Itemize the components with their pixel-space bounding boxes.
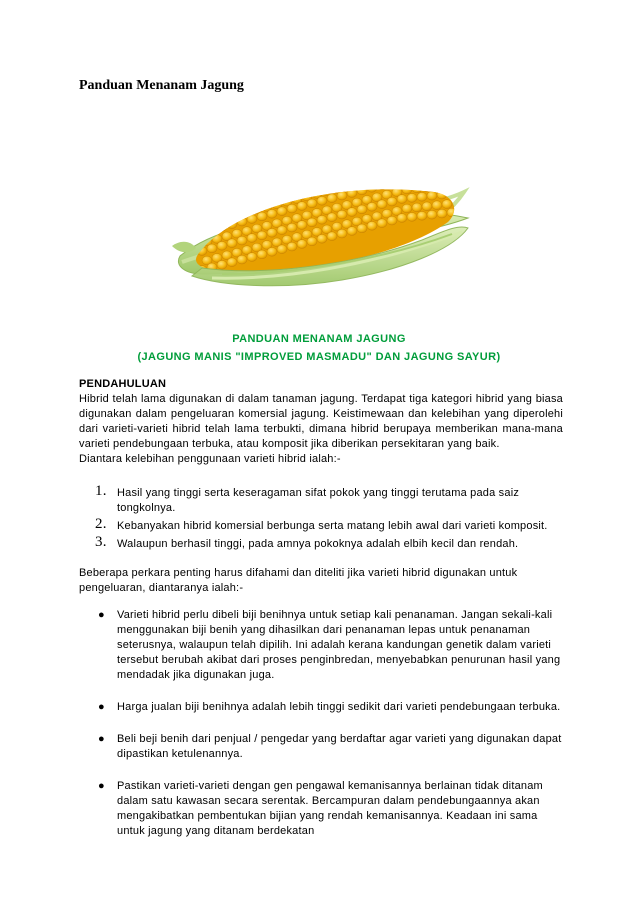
corn-kernel bbox=[327, 175, 337, 184]
corn-kernel bbox=[247, 215, 257, 224]
corn-kernel bbox=[402, 185, 412, 194]
corn-kernel bbox=[197, 190, 207, 199]
corn-kernel bbox=[237, 236, 247, 245]
advantages-list bbox=[95, 483, 565, 555]
page-title: Panduan Menanam Jagung bbox=[79, 78, 244, 93]
corn-kernel bbox=[287, 185, 297, 194]
corn-kernel bbox=[412, 170, 422, 174]
corn-kernel bbox=[327, 213, 337, 222]
corn-kernel bbox=[257, 212, 267, 221]
corn-kernel bbox=[432, 201, 442, 210]
corn-kernel bbox=[357, 170, 367, 176]
list-item bbox=[95, 516, 565, 534]
corn-kernel bbox=[197, 228, 207, 237]
corn-kernel bbox=[377, 181, 387, 190]
corn-kernel bbox=[277, 170, 287, 178]
corn-kernel bbox=[437, 190, 447, 199]
corn-kernel bbox=[377, 200, 387, 209]
list-item bbox=[95, 534, 565, 552]
document-subheading: (JAGUNG MANIS "IMPROVED MASMADU" DAN JAGUNG SAYUR) bbox=[137, 351, 501, 363]
corn-kernel bbox=[437, 209, 447, 218]
corn-kernel bbox=[347, 170, 357, 178]
corn-kernel bbox=[447, 170, 457, 179]
corn-kernel bbox=[232, 210, 242, 219]
corn-kernel bbox=[417, 192, 427, 201]
corn-kernel bbox=[417, 211, 427, 220]
corn-kernel bbox=[317, 215, 327, 224]
corn-kernel bbox=[352, 179, 362, 188]
corn-kernel bbox=[287, 223, 297, 232]
corn-kernel bbox=[347, 189, 357, 198]
corn-kernel bbox=[327, 232, 337, 241]
corn-kernel bbox=[202, 218, 212, 227]
corn-kernel bbox=[312, 171, 322, 180]
corn-kernel bbox=[317, 177, 327, 186]
corn-kernel bbox=[427, 191, 437, 200]
intro-paragraph: Hibrid telah lama digunakan di dalam tanaman jagung. Terdapat tiga kategori hibrid yang biasa digunakan dalam pengeluaran komersial jagung. Keistimewaan dan kelebihan yang diperolehi dari varieti-varieti hibrid telah lama terbukti, dimana hibrid berupaya memberikan mana-mana varieti pendebungaan terbuka, atau komposit jika diberikan persekitaran yang baik. bbox=[79, 393, 563, 450]
corn-kernel bbox=[387, 178, 397, 187]
corn-kernel bbox=[217, 241, 227, 250]
corn-kernel bbox=[402, 170, 412, 175]
corn-kernel bbox=[377, 170, 387, 171]
corn-kernel bbox=[347, 208, 357, 217]
corn-kernel bbox=[232, 191, 242, 200]
corn-kernel bbox=[242, 208, 252, 217]
corn-kernel bbox=[442, 200, 452, 209]
corn-kernel bbox=[412, 203, 422, 212]
corn-kernel bbox=[442, 181, 452, 190]
corn-kernel bbox=[422, 183, 432, 192]
considerations-list bbox=[95, 608, 565, 856]
corn-kernel bbox=[262, 184, 272, 193]
corn-kernel bbox=[387, 197, 397, 206]
corn-kernel bbox=[407, 213, 417, 222]
corn-kernel bbox=[242, 189, 252, 198]
corn-kernel bbox=[247, 253, 257, 262]
corn-kernel bbox=[292, 176, 302, 185]
corn-kernel bbox=[227, 201, 237, 210]
corn-kernel bbox=[237, 179, 247, 188]
corn-kernel bbox=[222, 194, 232, 203]
corn-kernel bbox=[247, 196, 257, 205]
corn-kernel bbox=[422, 202, 432, 211]
corn-kernel bbox=[322, 170, 332, 177]
corn-kernel bbox=[337, 172, 347, 181]
corn-kernel bbox=[397, 195, 407, 204]
corn-cob-image bbox=[172, 170, 470, 298]
corn-kernel bbox=[227, 182, 237, 191]
corn-kernel bbox=[202, 199, 212, 208]
corn-kernel bbox=[267, 171, 277, 180]
corn-kernel bbox=[267, 228, 277, 237]
corn-kernel bbox=[247, 234, 257, 243]
corn-kernel bbox=[267, 247, 277, 256]
corn-kernel bbox=[217, 203, 227, 212]
corn-kernel bbox=[367, 221, 377, 230]
corn-kernel bbox=[277, 207, 287, 216]
corn-kernel bbox=[357, 186, 367, 195]
corn-kernel bbox=[337, 210, 347, 219]
corn-kernel bbox=[342, 182, 352, 191]
corn-kernel bbox=[422, 170, 432, 173]
corn-kernel bbox=[257, 193, 267, 202]
corn-kernel bbox=[427, 210, 437, 219]
corn-kernel bbox=[222, 213, 232, 222]
corn-kernel bbox=[252, 186, 262, 195]
corn-kernel bbox=[297, 221, 307, 230]
list-item-text: Hasil yang tinggi serta keseragaman sifat pokok yang tinggi terutama pada saiz tongkolnya. bbox=[117, 487, 520, 514]
list-item bbox=[95, 700, 565, 715]
bullet-icon: ● bbox=[98, 733, 105, 745]
corn-kernel bbox=[452, 180, 462, 189]
corn-kernel bbox=[307, 218, 317, 227]
corn-kernel bbox=[297, 183, 307, 192]
corn-kernel bbox=[397, 214, 407, 223]
list-number: 2. bbox=[95, 516, 107, 532]
corn-kernel bbox=[392, 170, 402, 178]
corn-kernel bbox=[307, 180, 317, 189]
corn-kernel bbox=[377, 219, 387, 228]
corn-kernel bbox=[432, 170, 442, 172]
list-item bbox=[95, 732, 565, 762]
considerations-lead: Beberapa perkara penting harus difahami dan diteliti jika varieti hibrid digunakan untuk pengeluaran, diantaranya ialah:- bbox=[79, 567, 518, 594]
list-number: 3. bbox=[95, 534, 107, 550]
list-item bbox=[95, 779, 565, 839]
intro-section bbox=[79, 392, 563, 467]
corn-kernel bbox=[207, 225, 217, 234]
bullet-icon: ● bbox=[98, 701, 105, 713]
corn-kernel bbox=[402, 204, 412, 213]
corn-kernel bbox=[282, 178, 292, 187]
corn-kernel bbox=[367, 202, 377, 211]
corn-kernel bbox=[277, 188, 287, 197]
corn-kernel bbox=[237, 198, 247, 207]
corn-kernel bbox=[197, 209, 207, 218]
corn-kernel bbox=[287, 204, 297, 213]
corn-kernel bbox=[237, 217, 247, 226]
intro-lead: Diantara kelebihan penggunaan varieti hibrid ialah:- bbox=[79, 453, 341, 465]
corn-kernel bbox=[427, 172, 437, 181]
corn-kernel bbox=[247, 177, 257, 186]
corn-kernel bbox=[297, 202, 307, 211]
corn-kernel bbox=[437, 171, 447, 180]
list-item bbox=[95, 608, 565, 683]
corn-kernel bbox=[237, 255, 247, 264]
list-item-text: Kebanyakan hibrid komersial berbunga serta matang lebih awal dari varieti komposit. bbox=[117, 520, 548, 532]
corn-kernel bbox=[337, 191, 347, 200]
corn-kernel bbox=[257, 231, 267, 240]
corn-kernel bbox=[217, 222, 227, 231]
corn-kernel bbox=[362, 177, 372, 186]
corn-kernel bbox=[267, 190, 277, 199]
corn-kernel bbox=[357, 224, 367, 233]
list-item-text: Pastikan varieti-varieti dengan gen pengawal kemanisannya berlainan tidak ditanam dalam satu kawasan secara serentak. Bercampuran dalam pendebungaannya akan mengakibatkan pembentukan bijian yang rendah kemanisannya. Keadaan ini sama untuk jagung yang ditanam berdekatan bbox=[117, 780, 543, 837]
corn-kernel bbox=[257, 174, 267, 183]
corn-kernel bbox=[332, 170, 342, 174]
corn-kernel bbox=[287, 242, 297, 251]
corn-kernel bbox=[432, 182, 442, 191]
corn-kernel bbox=[207, 187, 217, 196]
corn-kernel bbox=[327, 194, 337, 203]
corn-kernel bbox=[302, 173, 312, 182]
corn-kernel bbox=[442, 170, 452, 171]
corn-kernel bbox=[317, 234, 327, 243]
corn-kernel bbox=[227, 239, 237, 248]
corn-kernel bbox=[367, 170, 377, 173]
corn-kernel bbox=[257, 250, 267, 259]
list-item-text: Walaupun berhasil tinggi, pada amnya pokoknya adalah elbih kecil dan rendah. bbox=[117, 538, 519, 550]
corn-kernel bbox=[297, 170, 307, 172]
corn-kernel bbox=[207, 244, 217, 253]
corn-kernel bbox=[342, 170, 352, 172]
section-heading: PENDAHULUAN bbox=[79, 378, 167, 390]
corn-kernel bbox=[227, 220, 237, 229]
list-item bbox=[95, 483, 565, 516]
corn-kernel bbox=[412, 184, 422, 193]
corn-kernel bbox=[212, 216, 222, 225]
list-item-text: Beli beji benih dari penjual / pengedar yang berdaftar agar varieti yang digunakan dapat dipastikan ketulenannya. bbox=[117, 733, 562, 760]
corn-kernel bbox=[217, 184, 227, 193]
corn-kernel bbox=[272, 181, 282, 190]
list-item-text: Harga jualan biji benihnya adalah lebih tinggi sedikit dari varieti pendebungaan terbuka. bbox=[117, 701, 561, 713]
corn-kernel bbox=[267, 209, 277, 218]
corn-kernel bbox=[332, 184, 342, 193]
corn-kernel bbox=[277, 226, 287, 235]
corn-kernel bbox=[357, 205, 367, 214]
corn-kernel bbox=[307, 237, 317, 246]
corn-kernel bbox=[407, 175, 417, 184]
corn-kernel bbox=[337, 229, 347, 238]
corn-kernel bbox=[207, 206, 217, 215]
corn-kernel bbox=[307, 199, 317, 208]
document-heading: PANDUAN MENANAM JAGUNG bbox=[232, 333, 406, 345]
corn-kernel bbox=[387, 216, 397, 225]
bullet-icon: ● bbox=[98, 780, 105, 792]
corn-kernel bbox=[277, 245, 287, 254]
corn-kernel bbox=[287, 170, 297, 175]
corn-kernel bbox=[297, 240, 307, 249]
corn-kernel bbox=[217, 260, 227, 269]
corn-kernel bbox=[397, 176, 407, 185]
bullet-icon: ● bbox=[98, 609, 105, 621]
list-number: 1. bbox=[95, 483, 107, 499]
corn-kernel bbox=[227, 258, 237, 267]
corn-kernel bbox=[417, 173, 427, 182]
corn-kernel bbox=[212, 197, 222, 206]
list-item-text: Varieti hibrid perlu dibeli biji benihnya untuk setiap kali penanaman. Jangan sekali-kali menggunakan biji benih yang dihasilkan dari penanaman lepas untuk penanaman seterusnya, walaupun telah dipilih. Ini adalah kerana kandungan genetik dalam varieti tersebut berubah akibat dari proses penginbredan, menyebabkan penurunan hasil yang mendadak jika digunakan juga. bbox=[117, 609, 561, 681]
corn-kernel bbox=[407, 194, 417, 203]
corn-kernel bbox=[382, 171, 392, 180]
corn-kernel bbox=[372, 174, 382, 183]
corn-kernel bbox=[367, 183, 377, 192]
corn-kernel bbox=[347, 227, 357, 236]
corn-kernel bbox=[317, 196, 327, 205]
